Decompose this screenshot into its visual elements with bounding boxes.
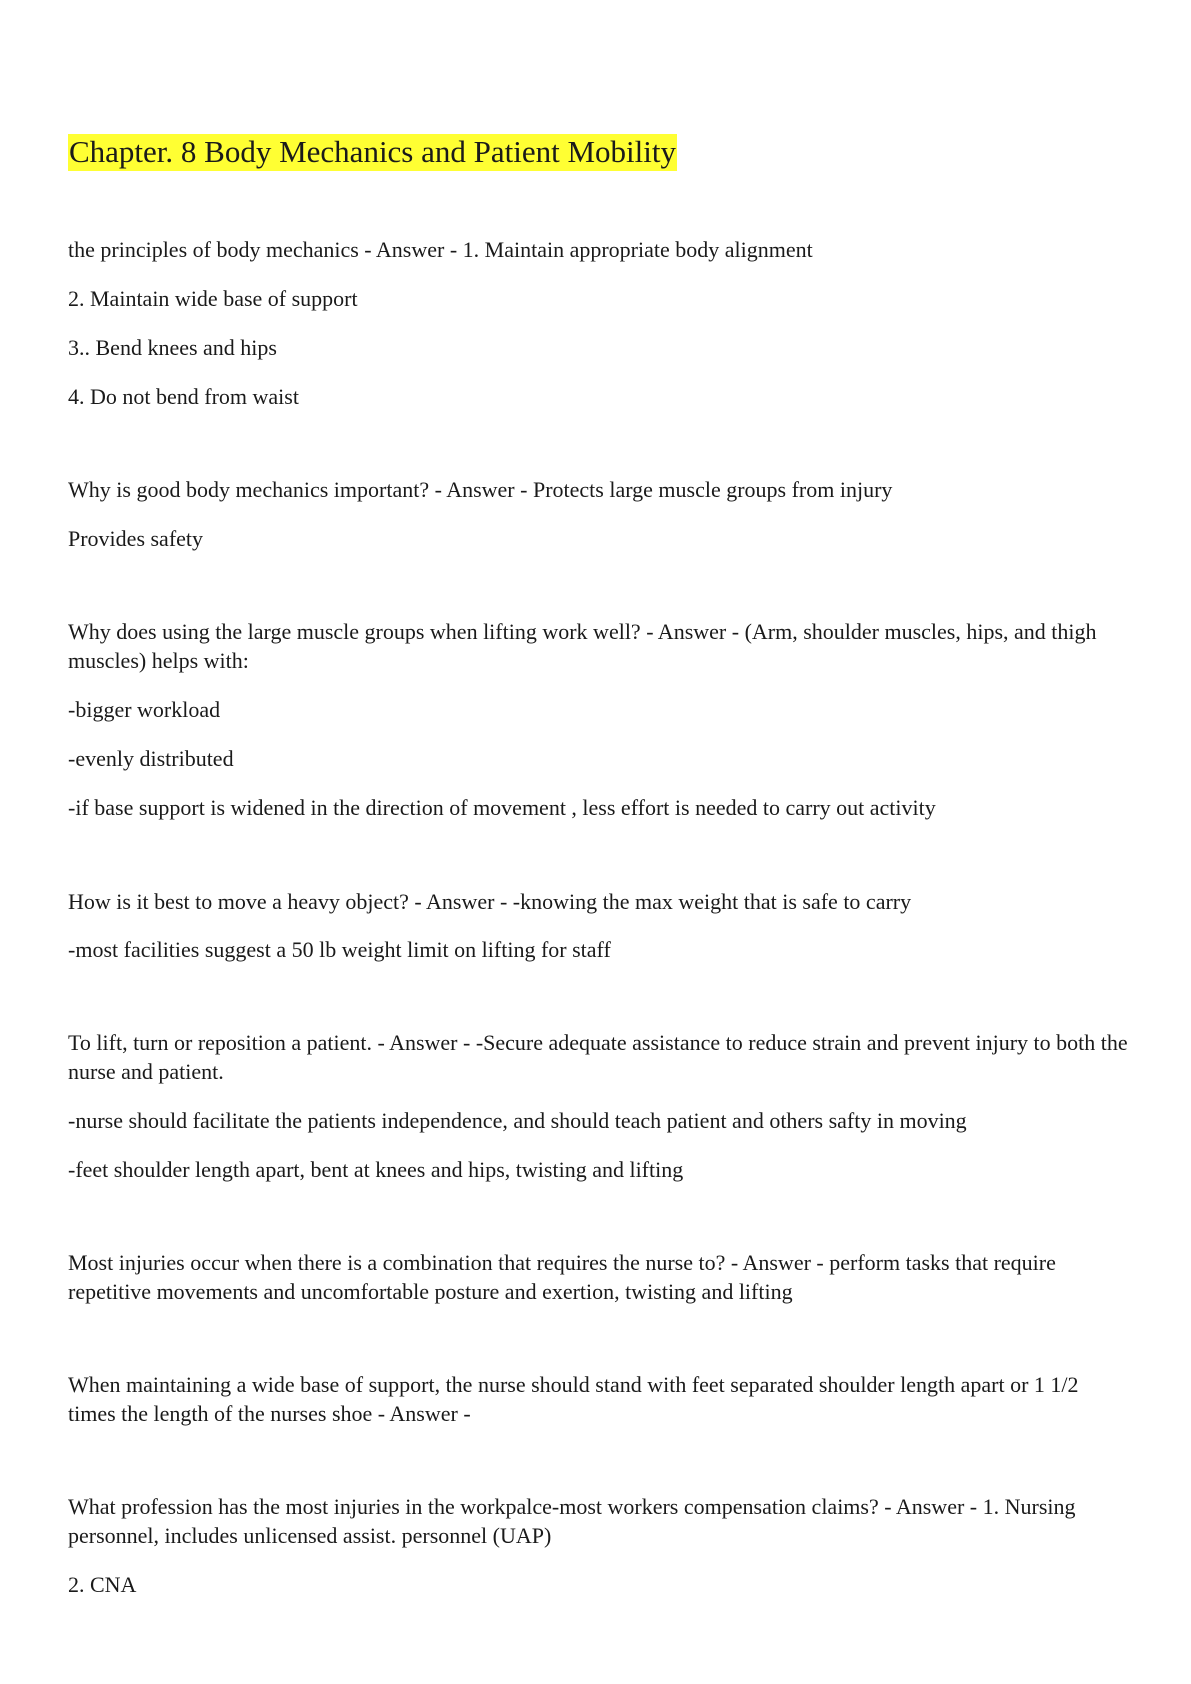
text-line: Provides safety [68,526,204,551]
highlighted-title-text: Chapter. 8 Body Mechanics and Patient Mobility [69,134,676,169]
text-line: the principles of body mechanics - Answer - 1. Maintain appropriate body alignment [68,237,813,262]
text-line: Most injuries occur when there is a combination that requires the nurse to? - Answer - perform tasks that require repetitive movements and uncomfortable posture and exertion, twisting and lifting [68,1250,1056,1304]
text-line: 2. Maintain wide base of support [68,286,358,311]
text-line: -if base support is widened in the direction of movement , less effort is needed to carry out activity [68,795,936,820]
text-line: To lift, turn or reposition a patient. - Answer - -Secure adequate assistance to reduce strain and prevent injury to both the nurse and patient. [68,1030,1128,1084]
text-line: -nurse should facilitate the patients independence, and should teach patient and others safty in moving [68,1108,967,1133]
page-title [68,132,677,172]
text-line: What profession has the most injuries in the workpalce-most workers compensation claims? - Answer - 1. Nursing personnel, includes unlicensed assist. personnel (UAP) [68,1494,1076,1548]
text-line: -feet shoulder length apart, bent at knees and hips, twisting and lifting [68,1157,684,1182]
text-line: Why is good body mechanics important? - Answer - Protects large muscle groups from injury [68,477,893,502]
text-line: -evenly distributed [68,746,234,771]
text-line: -bigger workload [68,697,221,722]
text-line: 3.. Bend knees and hips [68,335,277,360]
text-line: How is it best to move a heavy object? - Answer - -knowing the max weight that is safe to carry [68,889,912,914]
text-line: 2. CNA [68,1572,137,1597]
text-line: Why does using the large muscle groups when lifting work well? - Answer - (Arm, shoulder muscles, hips, and thigh muscles) helps with: [68,619,1097,673]
text-line: -most facilities suggest a 50 lb weight limit on lifting for staff [68,937,611,962]
text-line: When maintaining a wide base of support, the nurse should stand with feet separated shoulder length apart or 1 1/2 times the length of the nurses shoe - Answer - [68,1372,1079,1426]
text-line: 4. Do not bend from waist [68,384,299,409]
